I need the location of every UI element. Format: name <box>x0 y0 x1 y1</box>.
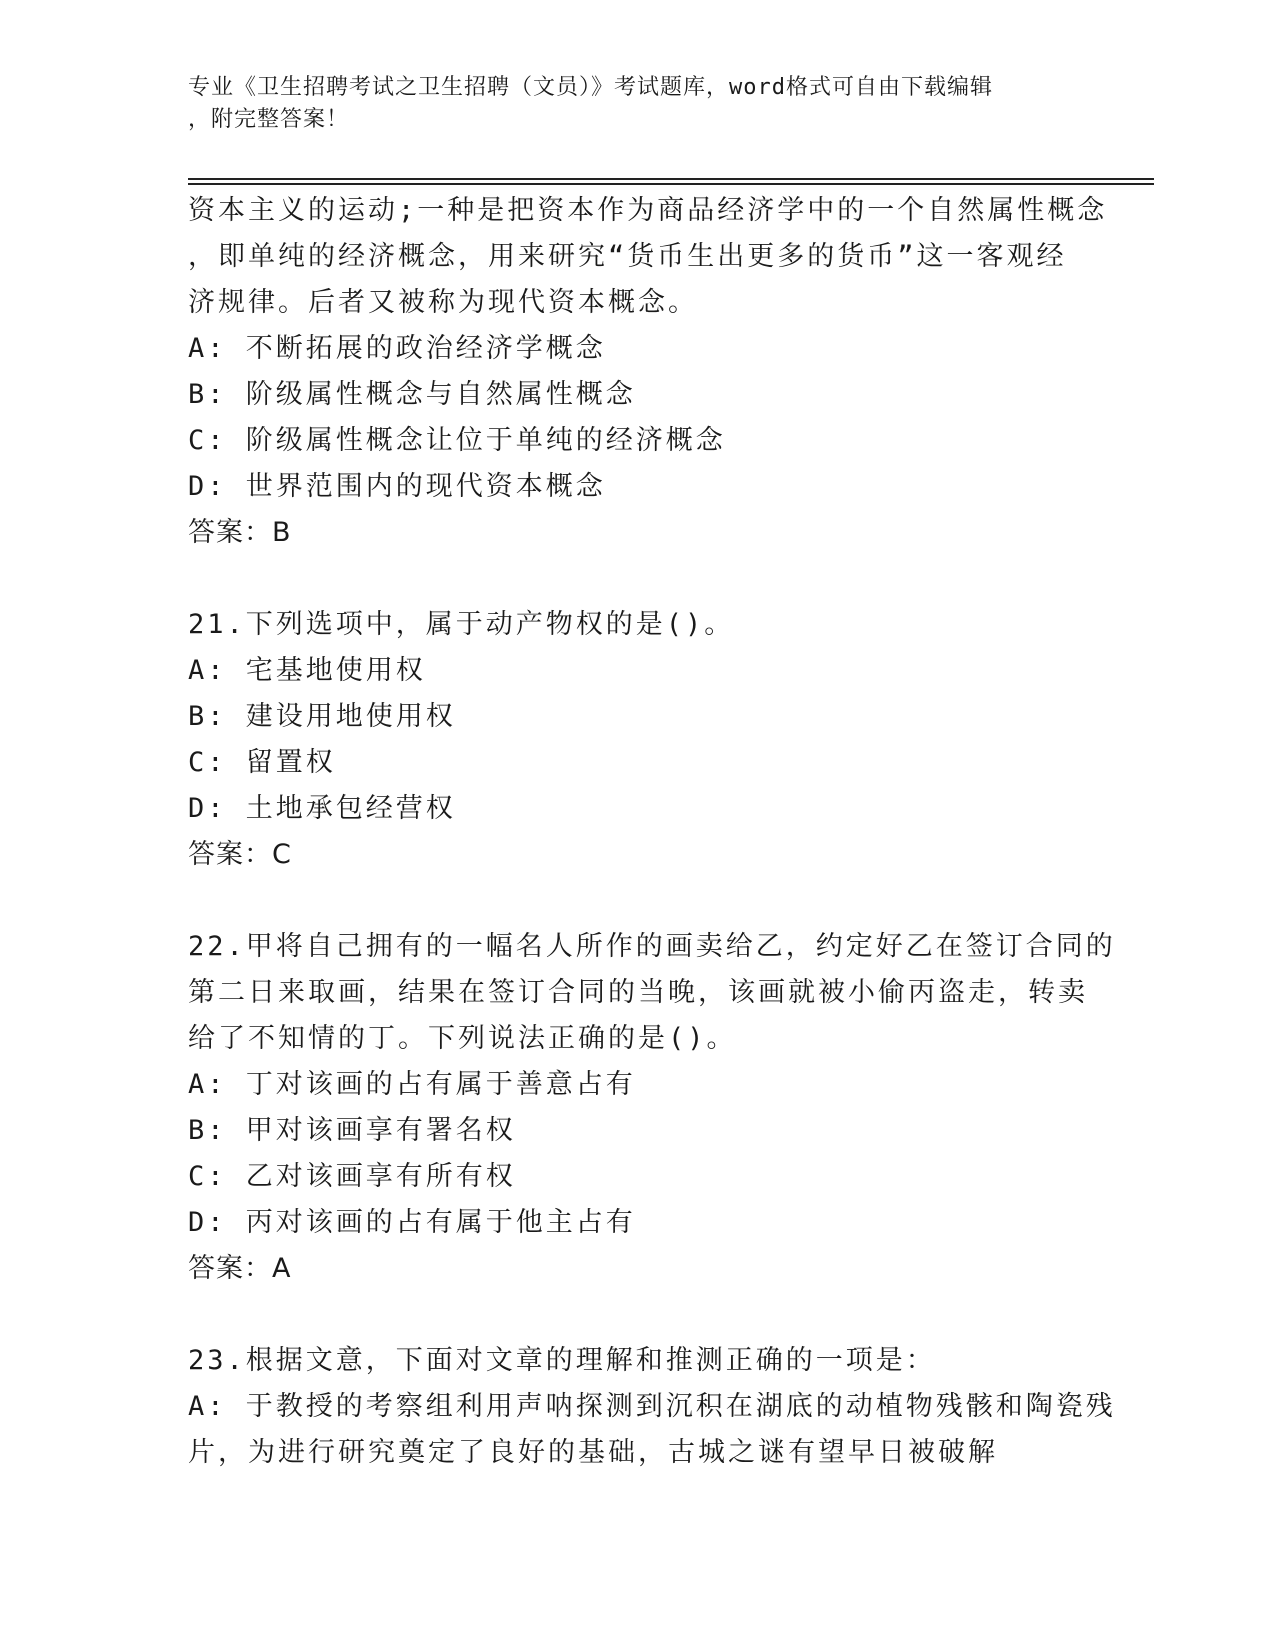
spacer <box>188 556 1088 602</box>
question-stem: 21.下列选项中，属于动产物权的是()。 <box>188 609 735 640</box>
answer-label: 答案：A <box>188 1253 292 1284</box>
option-d: D: 世界范围内的现代资本概念 <box>188 471 606 502</box>
option-a: A: 于教授的考察组利用声呐探测到沉积在湖底的动植物残骸和陶瓷残 <box>188 1391 1116 1422</box>
question-stem: 23.根据文意，下面对文章的理解和推测正确的一项是： <box>188 1345 936 1376</box>
option-d: D: 丙对该画的占有属于他主占有 <box>188 1207 636 1238</box>
option-d: D: 土地承包经营权 <box>188 793 456 824</box>
option-a: A: 宅基地使用权 <box>188 655 426 686</box>
header-line-2: ，附完整答案！ <box>188 107 350 132</box>
option-b: B: 阶级属性概念与自然属性概念 <box>188 379 636 410</box>
spacer <box>188 878 1088 924</box>
answer-label: 答案：C <box>188 839 292 870</box>
option-a: A: 丁对该画的占有属于善意占有 <box>188 1069 636 1100</box>
question-content <box>188 188 1116 1476</box>
question-23 <box>188 1338 1116 1476</box>
question-21 <box>188 602 1088 878</box>
header-divider-bottom <box>188 183 1154 185</box>
option-b: B: 建设用地使用权 <box>188 701 456 732</box>
page-header <box>188 72 1068 136</box>
header-line-1: 专业《卫生招聘考试之卫生招聘（文员）》考试题库，word格式可自由下载编辑 <box>188 75 993 100</box>
question-20-continuation <box>188 188 1108 556</box>
question-22 <box>188 924 1116 1292</box>
question-text-line: 济规律。后者又被称为现代资本概念。 <box>188 287 698 318</box>
header-divider-top <box>188 178 1154 180</box>
answer-label: 答案：B <box>188 517 292 548</box>
question-stem: 给了不知情的丁。下列说法正确的是()。 <box>188 1023 737 1054</box>
option-a-continued: 片，为进行研究奠定了良好的基础，古城之谜有望早日被破解 <box>188 1437 998 1468</box>
option-c: C: 留置权 <box>188 747 336 778</box>
spacer <box>188 1292 1088 1338</box>
option-b: B: 甲对该画享有署名权 <box>188 1115 516 1146</box>
question-stem: 第二日来取画，结果在签订合同的当晚，该画就被小偷丙盗走，转卖 <box>188 977 1088 1008</box>
option-a: A: 不断拓展的政治经济学概念 <box>188 333 606 364</box>
question-text-line: ，即单纯的经济概念，用来研究“货币生出更多的货币”这一客观经 <box>188 241 1067 272</box>
option-c: C: 乙对该画享有所有权 <box>188 1161 516 1192</box>
question-stem: 22.甲将自己拥有的一幅名人所作的画卖给乙，约定好乙在签订合同的 <box>188 931 1116 962</box>
question-text-line: 资本主义的运动;一种是把资本作为商品经济学中的一个自然属性概念 <box>188 195 1108 226</box>
option-c: C: 阶级属性概念让位于单纯的经济概念 <box>188 425 726 456</box>
